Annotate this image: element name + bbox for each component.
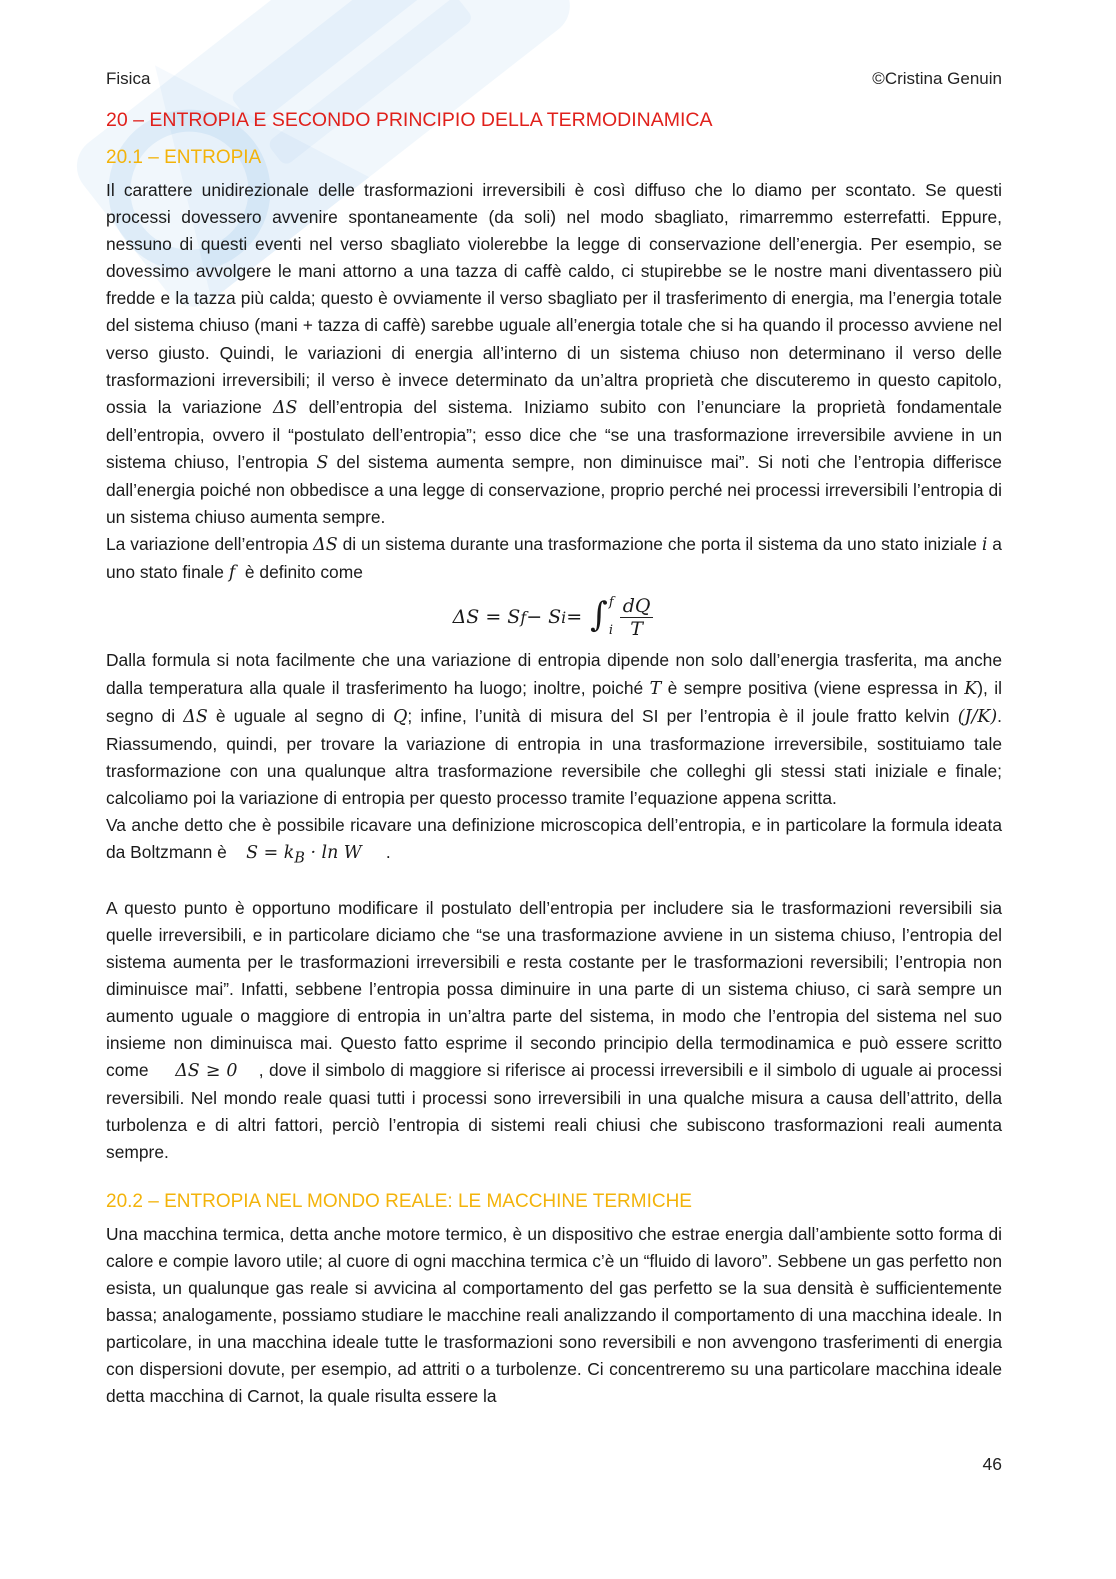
text-run: A questo punto è opportuno modificare il postulato dell’entropia per includere sia le trasformazioni reversibili sia quelle irreversibili, e in particolare diciamo che “se una trasformazione avviene in un sistema chiuso, l’entropia del sistema aumenta per le trasformazioni irreversibili e resta costante per le trasformazioni reversibili; l’entropia non diminuisce mai”. Infatti, sebbene l’entropia possa diminuire in una parte di un sistema chiuso, ci sarà sempre un aumento uguale o maggiore di entropia in un’altra parte del sistema, in modo che l’entropia del sistema nel suo insieme non diminuisca mai. Questo fatto esprime il secondo principio della termodinamica e può essere scritto come [106, 897, 1002, 1081]
formula-part: S = k [246, 843, 295, 864]
text-run: ; infine, l’unità di misura del SI per l’entropia è il joule fratto kelvin [407, 705, 950, 726]
text-run: è uguale al segno di [215, 705, 385, 726]
text-run: Il carattere unidirezionale delle trasformazioni irreversibili è così diffuso che lo diamo per scontato. Se questi processi dovessero avvenire spontaneamente (da soli) nel modo sbagliato, rimarremmo esterrefatti. Eppure, nessuno di questi eventi nel verso sbagliato violerebbe la legge di conservazione dell’energia. Per esempio, se dovessimo avvolgere le mani attorno a una tazza di caffè caldo, ci stupirebbe se le nostre mani diventassero più fredde e la tazza più calda; questo è ovviamente il verso sbagliato per il trasferimento di energia, ma l’energia totale del sistema chiuso (mani + tazza di caffè) sarebbe uguale all’energia totale che si ha quando il processo avviene nel verso giusto. Quindi, le variazioni di energia all’interno di un sistema chiuso non determinano il verso delle trasformazioni irreversibili; il verso è invece determinato da un’altra proprietà che discuteremo in questo capitolo, ossia la variazione [106, 180, 1002, 417]
section-title-macchine: 20.2 – ENTROPIA NEL MONDO REALE: LE MACCHINE TERMICHE [106, 1190, 692, 1212]
math-s: S [316, 452, 329, 473]
main-content [106, 107, 1002, 1410]
formula-sub-b: B [294, 850, 305, 867]
math-k: K [964, 678, 978, 699]
boltzmann-formula [246, 843, 362, 867]
paragraph [106, 895, 1002, 1167]
eq-minus: − S [526, 605, 562, 628]
paragraph [106, 647, 1002, 812]
text-run: ), il segno di [106, 677, 1003, 726]
denominator: T [630, 617, 643, 640]
formula-part: · ln W [304, 843, 362, 864]
numerator: dQ [620, 595, 654, 618]
text-run: Dalla formula si nota facilmente che una variazione di entropia dipende non solo dall’energia trasferita, ma anche dalla temperatura alla quale il trasferimento ha luogo; inoltre, poiché [106, 650, 1002, 698]
paragraph-gap [106, 873, 1002, 895]
lower-limit: i [608, 623, 614, 639]
eq-sub-f: f [520, 607, 527, 627]
paragraph [106, 1221, 1002, 1411]
text-run: a uno stato finale [106, 534, 1002, 583]
integral-limits [609, 589, 614, 645]
math-delta-s: ΔS [183, 706, 208, 727]
math-f: f [228, 563, 236, 584]
fraction [620, 595, 654, 640]
text-run: , dove il simbolo di maggiore si riferisce ai processi irreversibili e il simbolo di uguale ai processi reversibili. Nel mondo reale quasi tutti i processi sono irreversibili in una qualche misura a causa dell’attrito, della turbolenza e di altri fattori, perciò l’entropia di sistemi reali chiusi che subiscono trasformazioni reali aumenta sempre. [106, 1060, 1002, 1163]
entropy-equation [106, 587, 1002, 647]
page-number: 46 [982, 1454, 1002, 1474]
text-run: del sistema aumenta sempre, non diminuisce mai”. Si noti che l’entropia differisce dall’energia poiché non obbedisce a una legge di conservazione, proprio perché nei processi irreversibili l’entropia di un sistema chiuso aumenta sempre. [106, 451, 1002, 528]
second-law-formula: ΔS ≥ 0 [175, 1061, 238, 1082]
paragraph-gap [106, 1167, 1002, 1189]
math-q: Q [393, 706, 408, 727]
math-unit: (J/K) [957, 706, 998, 727]
paragraph [106, 812, 1002, 873]
text-run: è definito come [244, 562, 363, 583]
text-run: dell’entropia del sistema. Iniziamo subito con l’enunciare la proprietà fondamentale dell’entropia, ovvero il “postulato dell’entropia”; esso dice che “se una trasformazione irreversibile avviene in un sistema chiuso, l’entropia [106, 396, 1003, 472]
chapter-title: 20 – ENTROPIA E SECONDO PRINCIPIO DELLA TERMODINAMICA [106, 109, 713, 131]
text-run: . [385, 842, 391, 863]
math-delta-s: ΔS [273, 397, 298, 418]
upper-limit: f [608, 595, 614, 611]
eq-lhs: ΔS = S [452, 605, 521, 628]
header-author: ©Cristina Genuin [872, 69, 1002, 88]
eq-sub-i: i [561, 607, 567, 627]
text-run: La variazione dell’entropia [106, 534, 309, 555]
math-i: i [981, 535, 988, 556]
text-run: di un sistema durante una trasformazione che porta il sistema da uno stato iniziale [342, 534, 977, 555]
math-delta-s: ΔS [313, 535, 338, 556]
integral-sign: ∫ [590, 594, 608, 635]
text-run: Va anche detto che è possibile ricavare una definizione microscopica dell’entropia, e in particolare la formula ideata da Boltzmann è [106, 814, 1002, 863]
text-run: . Riassumendo, quindi, per trovare la variazione di entropia in una trasformazione irreversibile, sostituiamo tale trasformazione con una qualunque altra trasformazione reversibile che colleghi gli stessi stati iniziale e finale; calcoliamo poi la variazione di entropia per questo processo tramite l’equazione appena scritta. [106, 705, 1002, 808]
header-subject: Fisica [106, 69, 151, 88]
math-t: T [649, 678, 662, 699]
section-title-entropia: 20.1 – ENTROPIA [106, 147, 262, 168]
paragraph [106, 177, 1002, 531]
eq-equals: = [566, 605, 583, 628]
paragraph [106, 531, 1002, 587]
text-run: è sempre positiva (viene espressa in [667, 677, 958, 698]
text-run: Una macchina termica, detta anche motore termico, è un dispositivo che estrae energia dall’ambiente sotto forma di calore e compie lavoro utile; al cuore di ogni macchina termica c’è un “fluido di lavoro”. Sebbene un gas perfetto non esista, un qualunque gas reale si avvicina al comportamento del gas perfetto se la sua densità è sufficientemente bassa; analogamente, possiamo studiare le macchine reali analizzando il comportamento di una macchina ideale. In particolare, in una macchina ideale tutte le trasformazioni sono reversibili e non avvengono trasferimenti di energia con dispersioni dovute, per esempio, ad attriti o a turbolenze. Ci concentreremo su una particolare macchina ideale detta macchina di Carnot, la quale risulta essere la [106, 1223, 1002, 1407]
